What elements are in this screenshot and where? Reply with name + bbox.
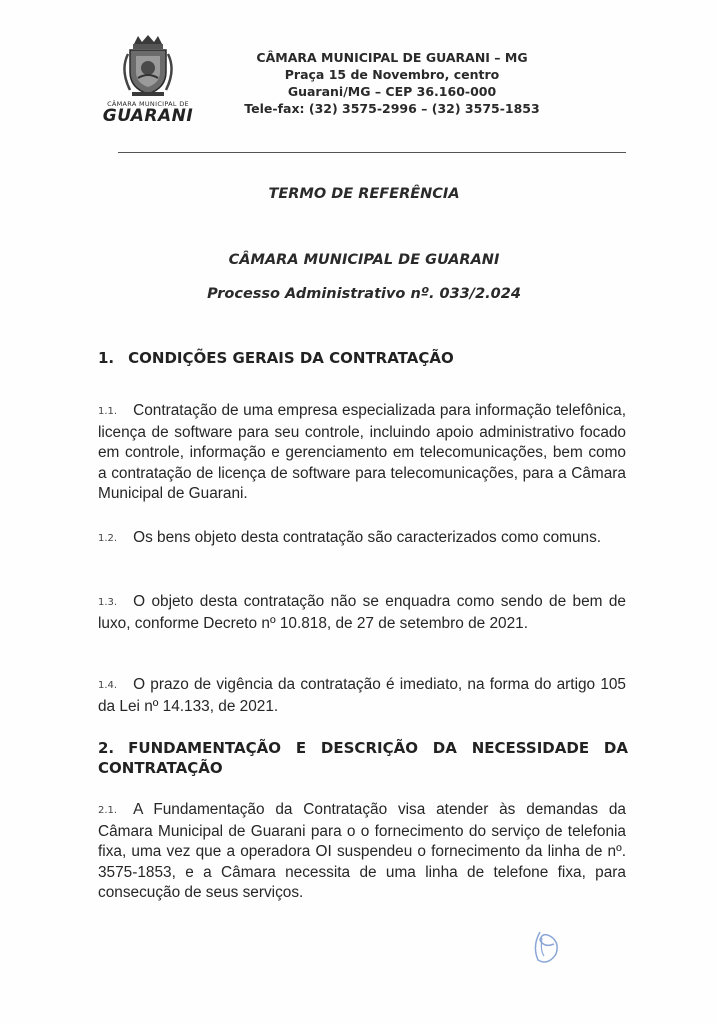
letterhead-line-address: Praça 15 de Novembro, centro <box>284 67 500 82</box>
coat-of-arms-icon <box>120 34 176 98</box>
letterhead-line-city: Guarani/MG – CEP 36.160-000 <box>287 84 497 99</box>
section-number: 1. <box>98 349 115 367</box>
logo-subtitle: CÂMARA MUNICIPAL DE <box>107 100 189 108</box>
clause-number: 1.4. <box>98 680 118 691</box>
letterhead <box>232 49 552 117</box>
section-title: CONDIÇÕES GERAIS DA CONTRATAÇÃO <box>128 349 454 367</box>
logo-name: GUARANI <box>102 106 194 126</box>
process-number: Processo Administrativo nº. 033/2.024 <box>207 286 521 302</box>
section-heading <box>98 348 628 368</box>
clause-paragraph <box>98 401 626 505</box>
municipal-logo <box>100 34 196 124</box>
section-title: FUNDAMENTAÇÃO E DESCRIÇÃO DA NECESSIDADE DA CONTRATAÇÃO <box>98 739 628 777</box>
letterhead-line-phone: Tele-fax: (32) 3575-2996 – (32) 3575-1853 <box>244 101 540 116</box>
document-title: TERMO DE REFERÊNCIA <box>268 186 460 202</box>
section-heading <box>98 738 628 778</box>
clause-number: 1.3. <box>98 597 118 608</box>
clause-text: Contratação de uma empresa especializada para informação telefônica, licença de software para seu controle, incluindo apoio administrativo focado em controle, informação e gerenciamento em telecomunicações, bem como a contratação de licença de software para telecomunicações, para a Câmara Municipal de Guarani. <box>98 402 626 502</box>
letterhead-line-name: CÂMARA MUNICIPAL DE GUARANI – MG <box>256 50 528 65</box>
clause-text: O prazo de vigência da contratação é imediato, na forma do artigo 105 da Lei nº 14.133, de 2021. <box>98 676 626 715</box>
section-number: 2. <box>98 739 115 757</box>
clause-number: 2.1. <box>98 805 118 816</box>
clause-number: 1.2. <box>98 533 118 544</box>
header-divider <box>118 152 626 153</box>
clause-text: Os bens objeto desta contratação são caracterizados como comuns. <box>133 529 602 546</box>
clause-text: O objeto desta contratação não se enquadra como sendo de bem de luxo, conforme Decreto nº 10.818, de 27 de setembro de 2021. <box>98 593 626 632</box>
clause-paragraph <box>98 528 626 550</box>
clause-paragraph <box>98 675 626 717</box>
institution-title: CÂMARA MUNICIPAL DE GUARANI <box>228 252 500 268</box>
clause-paragraph <box>98 800 626 904</box>
clause-text: A Fundamentação da Contratação visa atender às demandas da Câmara Municipal de Guarani para o o fornecimento do serviço de telefonia fixa, uma vez que a operadora OI suspendeu o fornecimento da linha de nº. 3575-1853, e a Câmara necessita de uma linha de telefone fixa, para consecução de seus serviços. <box>98 801 626 901</box>
handwritten-initials-icon <box>528 926 564 970</box>
clause-number: 1.1. <box>98 406 118 417</box>
clause-paragraph <box>98 592 626 634</box>
